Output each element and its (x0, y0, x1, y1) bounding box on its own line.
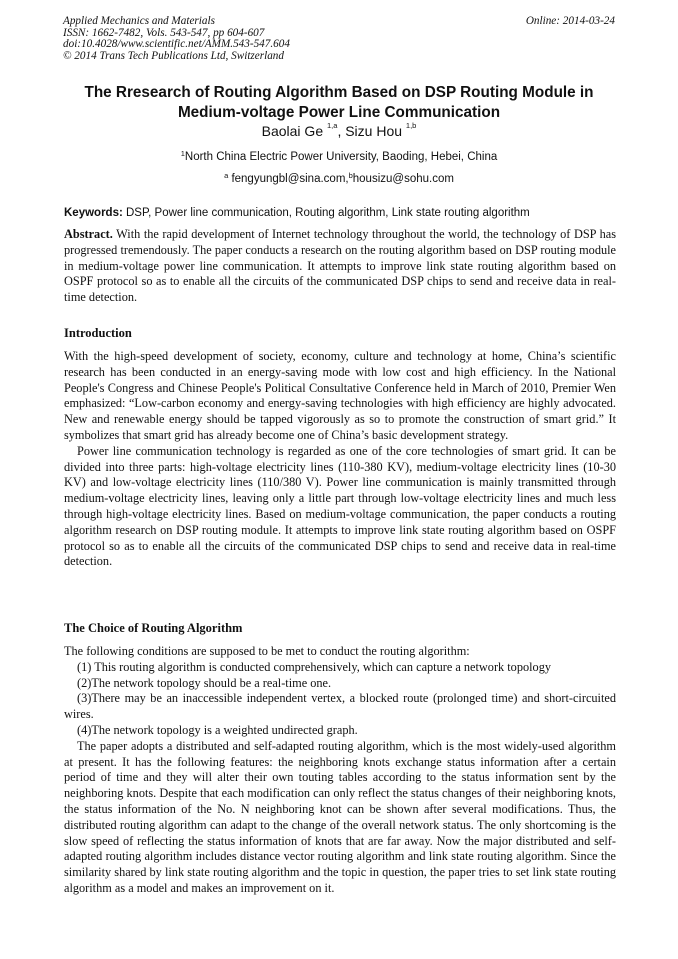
author-affil-sup: 1,b (405, 121, 417, 130)
journal-header (63, 16, 615, 62)
affil-sup: 1 (180, 149, 185, 158)
email-a[interactable]: fengyungbl@sina.com, (231, 173, 349, 185)
paragraph: Power line communication technology is regarded as one of the core technologies of smart grid. It can be divided into three parts: high-voltage electricity lines (110-380 KV), medium-voltage electricity lines (10-30 KV) and low-voltage electricity lines (110/380 V). Power line communication is mainly transmitted through medium-voltage electricity lines, leaving only a little part through low-voltage electricity lines and much less through high-voltage electricity lines. Based on medium-voltage communication, the paper conducts a routing algorithm research on DSP routing module. It attempts to improve link state routing algorithm based on OSPF protocol so as to enable all the circuits of the communicated DSP chips to send and receive data in real-time detection. (64, 443, 616, 569)
keywords (64, 207, 616, 219)
condition-item: (1) This routing algorithm is conducted comprehensively, which can capture a network topology (77, 659, 551, 674)
keywords-label: Keywords: (64, 207, 123, 219)
condition-item: (2)The network topology should be a real-time one. (77, 675, 332, 690)
title-line-2: Medium-voltage Power Line Communication (177, 103, 501, 121)
author-affil-sup: 1,a (327, 121, 338, 130)
email-b[interactable]: housizu@sohu.com (352, 173, 454, 185)
affil-text: North China Electric Power University, Baoding, Hebei, China (184, 151, 498, 163)
paragraph: The paper adopts a distributed and self-adapted routing algorithm, which is the most widely-used algorithm at present. It has the following features: the neighboring knots exchange status information after a certain period of time and they will alter their own touting tables according to the status information sent by the neighboring knots. Despite that each modification can only reflect the status changes of their neighboring knots, the status information of the No. N neighboring knot can be shown after several modifications. Thus, the distributed routing algorithm can adapt to the change of the overall network status. The only shortcoming is the slow speed of reflecting the status information of knots that are far away. Now the major distributed and self-adapted routing algorithm includes distance vector routing algorithm and link state routing algorithm. Since the similarity shared by link state routing algorithm and the topic in question, the paper tries to set link state routing algorithm as a model and makes an improvement on it. (64, 738, 616, 895)
doi-line: doi:10.4028/www.scientific.net/AMM.543-547.604 (63, 38, 290, 51)
keywords-text: DSP, Power line communication, Routing algorithm, Link state routing algorithm (126, 207, 530, 219)
section-heading-introduction: Introduction (64, 326, 132, 340)
conditions-intro: The following conditions are supposed to be met to conduct the routing algorithm: (64, 644, 470, 658)
paragraph: With the high-speed development of society, economy, culture and technology at home, China’s scientific research has been conducted in an energy-saving mode with low cost and high efficiency. In the National People's Congress and Chinese People's Political Consultative Conference held in March of 2010, Premier Wen emphasized: “Low-carbon economy and energy-saving technologies with high efficiency are highly advocated. New and renewable energy should be tapped vigorously as so to promote the construction of smart grid.” It symbolizes that smart grid has already become one of China’s basic development strategy. (64, 349, 616, 442)
author-name: Baolai Ge (261, 123, 324, 139)
email-sup-a: a (224, 171, 229, 180)
abstract-text: With the rapid development of Internet technology throughout the world, the technology of DSP has progressed tremendously. The paper conducts a research on the routing algorithm based on DSP routing module in medium-voltage power line communication. It attempts to improve link state routing algorithm based on OSPF protocol so as to enable all the circuits of the communicated DSP chips to send and receive data in real-time detection. (64, 227, 616, 305)
abstract (64, 227, 616, 306)
author-list (0, 123, 678, 139)
author-emails (0, 173, 678, 185)
email-sup-b: b (348, 171, 353, 180)
paper-title (0, 83, 678, 122)
author-separator: , (337, 123, 346, 139)
copyright-line: © 2014 Trans Tech Publications Ltd, Switzerland (63, 49, 284, 62)
condition-item: (3)There may be an inaccessible independent vertex, a blocked route (prolonged time) and short-circuited wires. (64, 691, 616, 722)
author-name: Sizu Hou (345, 123, 403, 139)
affiliation (0, 151, 678, 163)
routing-choice-body (64, 644, 616, 897)
issn-line: ISSN: 1662-7482, Vols. 543-547, pp 604-607 (63, 26, 265, 39)
introduction-body (64, 349, 616, 570)
title-line-1: The Rresearch of Routing Algorithm Based on DSP Routing Module in (84, 84, 594, 101)
online-date: Online: 2014-03-24 (525, 15, 615, 27)
journal-name: Applied Mechanics and Materials (63, 15, 215, 27)
section-heading-routing-choice: The Choice of Routing Algorithm (64, 621, 243, 635)
abstract-label: Abstract. (64, 227, 113, 241)
condition-item: (4)The network topology is a weighted undirected graph. (77, 722, 358, 737)
